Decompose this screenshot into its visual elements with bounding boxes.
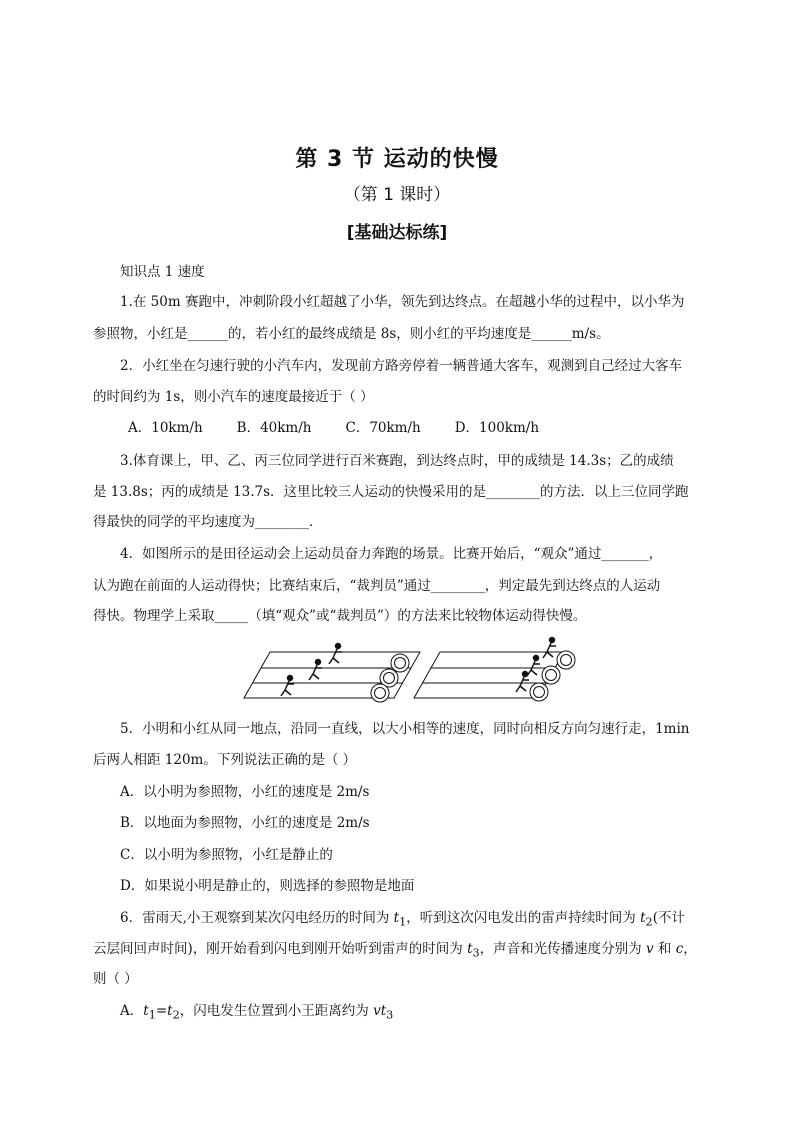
var-sub: 1 xyxy=(148,1008,156,1022)
q6-text: ， xyxy=(683,941,697,957)
runner-figure xyxy=(527,656,540,677)
var-sub: 2 xyxy=(172,1008,180,1022)
q3-line2: 是 13.8s；丙的成绩是 13.7s．这里比较三人运动的快慢采用的是________的方法．以上三位同学跑 xyxy=(93,484,689,500)
var-sub: 2 xyxy=(645,915,653,929)
page-title: 第 3 节 运动的快慢 xyxy=(295,147,499,172)
section-heading: [基础达标练] xyxy=(346,223,448,243)
track-right-scene xyxy=(414,651,575,701)
var-sub: 1 xyxy=(399,915,407,929)
q2-option-d: D．100km/h xyxy=(454,420,540,436)
var-t: t xyxy=(393,910,400,926)
equals-sign: = xyxy=(155,1003,168,1019)
q6-text: ，闪电发生位置到小王距离约为 xyxy=(179,1003,374,1019)
q2-line1: 2．小红坐在匀速行驶的小汽车内，发现前方路旁停着一辆普通大客车，观测到自己经过大客车 xyxy=(120,358,683,374)
q6-option-a xyxy=(120,1001,393,1026)
q5-option-d: D．如果说小明是静止的，则选择的参照物是地面 xyxy=(120,878,415,894)
q6-text: ，听到这次闪电发出的雷声持续时间为 xyxy=(406,910,641,926)
q1-line1: 1.在 50m 赛跑中，冲刺阶段小红超越了小华，领先到达终点。在超越小华的过程中，以小华为 xyxy=(120,294,685,310)
q2-option-b: B．40km/h xyxy=(236,420,312,436)
runner-figure xyxy=(329,644,342,665)
var-v: v xyxy=(645,941,654,957)
var-t: t xyxy=(143,1003,149,1019)
q5-option-a: A．以小明为参照物，小红的速度是 2m/s xyxy=(120,784,370,800)
var-sub: 3 xyxy=(472,946,480,960)
running-race-figure xyxy=(238,636,583,706)
q4-line3: 得快。物理学上采取_____（填“观众”或“裁判员”）的方法来比较物体运动得快慢。 xyxy=(93,608,587,624)
var-c: c xyxy=(675,941,684,957)
q5-line2: 后两人相距 120m。下列说法正确的是（ ） xyxy=(93,752,357,768)
q2-option-c: C．70km/h xyxy=(345,420,421,436)
var-t: t xyxy=(380,1003,387,1019)
runner-figure xyxy=(309,660,322,681)
q2-options xyxy=(128,418,573,438)
q5-line1: 5．小明和小红从同一地点，沿同一直线，以大小相等的速度，同时向相反方向匀速行走，1min xyxy=(120,721,690,737)
q4-line1: 4．如图所示的是田径运动会上运动员奋力奔跑的场景。比赛开始后，“观众”通过_______， xyxy=(120,546,663,562)
q6-text: 6．雷雨天,小王观察到某次闪电经历的时间为 xyxy=(120,910,394,926)
q6-line3: 则（ ） xyxy=(93,971,138,987)
q2-line2: 的时间约为 1s，则小汽车的速度最接近于（ ） xyxy=(93,389,374,405)
lesson-subtitle: （第 1 课时） xyxy=(343,185,451,205)
q1-line2: 参照物，小红是______的，若小红的最终成绩是 8s，则小红的平均速度是______m/s。 xyxy=(93,326,610,342)
var-v: v xyxy=(373,1003,381,1019)
q6-option-label: A． xyxy=(120,1003,144,1019)
var-t: t xyxy=(640,910,646,926)
var-t: t xyxy=(167,1003,173,1019)
q6-text: (不计 xyxy=(652,910,685,926)
runner-figure xyxy=(516,672,529,693)
q6-line2 xyxy=(93,939,697,964)
q4-line2: 认为跑在前面的人运动得快；比赛结束后，“裁判员”通过________，判定最先到达终点的人运动 xyxy=(93,578,661,594)
q5-option-c: C．以小明为参照物，小红是静止的 xyxy=(120,847,333,863)
q5-option-b: B．以地面为参照物，小红的速度是 2m/s xyxy=(120,815,370,831)
var-t: t xyxy=(467,941,473,957)
knowledge-point-label: 知识点 1 速度 xyxy=(120,264,205,280)
q2-option-a: A．10km/h xyxy=(128,420,203,436)
q6-text: 云层间回声时间)，刚开始看到闪电到刚开始听到雷声的时间为 xyxy=(93,941,468,957)
q6-text: ，声音和光传播速度分别为 xyxy=(479,941,646,957)
runner-figure xyxy=(543,638,556,659)
var-sub: 3 xyxy=(386,1008,394,1022)
runner-figure xyxy=(281,676,294,697)
q6-text: 和 xyxy=(653,941,676,957)
q6-line1 xyxy=(120,908,685,933)
q3-line3: 得最快的同学的平均速度为________． xyxy=(93,514,323,530)
q3-line1: 3.体育课上，甲、乙、丙三位同学进行百米赛跑，到达终点时，甲的成绩是 14.3s；乙的成绩 xyxy=(120,453,674,469)
